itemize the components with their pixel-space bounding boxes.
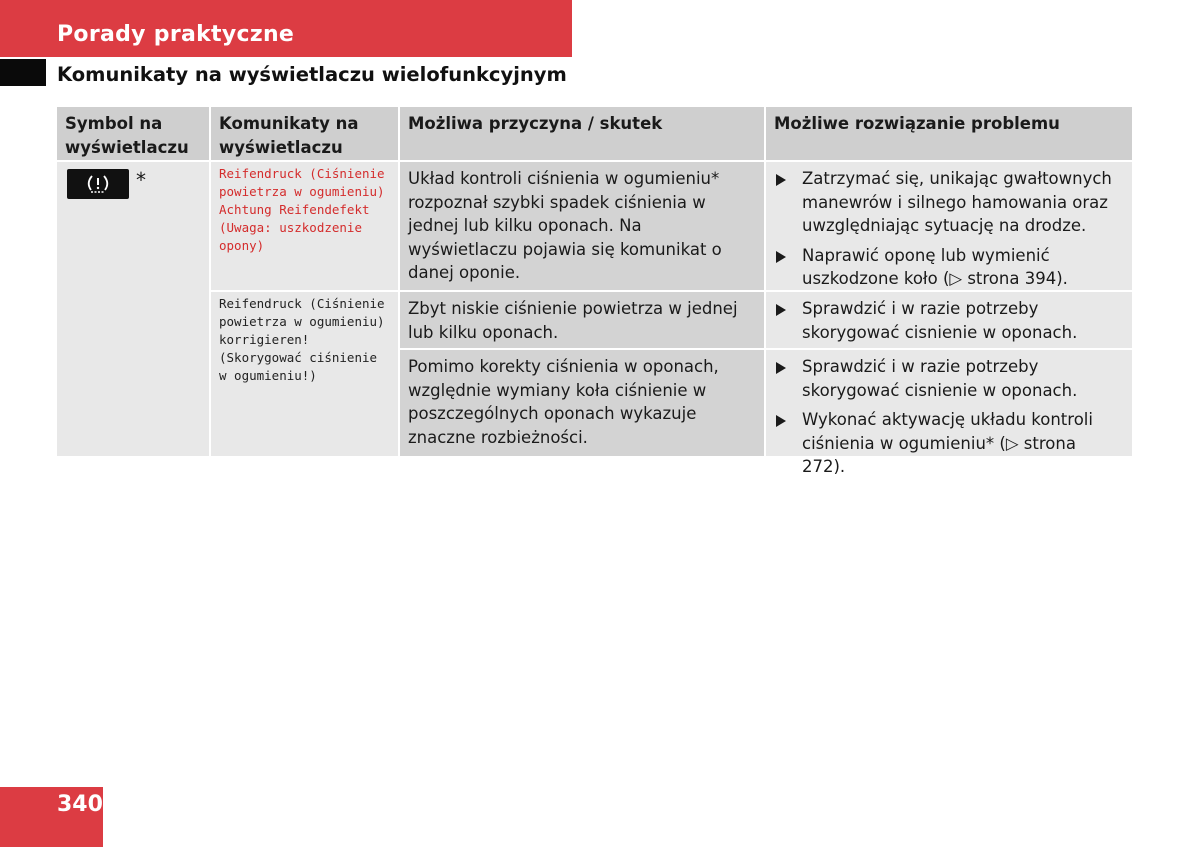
- chapter-title: Porady praktyczne: [57, 22, 295, 47]
- section-marker: [0, 59, 46, 86]
- bullet-arrow-icon: [776, 251, 786, 263]
- list-item: Sprawdzić i w razie potrzeby skorygować cisnienie w oponach.: [774, 355, 1124, 402]
- solution-cell-1: [766, 162, 1132, 290]
- bullet-arrow-icon: [776, 174, 786, 186]
- solution-cell-2: [766, 292, 1132, 348]
- solution-cell-3: [766, 350, 1132, 476]
- cause-low-pressure: Zbyt niskie ciśnienie powietrza w jednej lub kilku oponach.: [400, 292, 764, 348]
- bullet-arrow-icon: [776, 362, 786, 374]
- header-messages: Komunikaty na wyświetlaczu: [211, 107, 398, 160]
- messages-table: [57, 107, 1132, 476]
- section-title: Komunikaty na wyświetlaczu wielofunkcyjnym: [57, 63, 567, 86]
- symbol-cell: [57, 162, 209, 456]
- header-solution: Możliwe rozwiązanie problemu: [766, 107, 1132, 160]
- page-number: 340: [57, 792, 103, 817]
- cause-pressure-discrepancy: Pomimo korekty ciśnienia w oponach, względnie wymiany koła ciśnienie w poszczególnych oponach wykazuje znaczne rozbieżności.: [400, 350, 764, 456]
- display-message-tire-defect: Reifendruck (Ciśnienie powietrza w ogumieniu) Achtung Reifendefekt (Uwaga: uszkodzenie opony): [211, 162, 398, 290]
- header-cause: Możliwa przyczyna / skutek: [400, 107, 764, 160]
- display-message-correct-pressure: Reifendruck (Ciśnienie powietrza w ogumieniu) korrigieren! (Skorygować ciśnienie w ogumieniu!): [211, 292, 398, 456]
- list-item: Naprawić oponę lub wymienić uszkodzone koło (▷ strona 394).: [774, 244, 1124, 291]
- optional-equipment-asterisk: *: [136, 168, 146, 192]
- header-symbol: Symbol na wyświetlaczu: [57, 107, 209, 160]
- list-item: Wykonać aktywację układu kontroli ciśnienia w ogumieniu* (▷ strona 272).: [774, 408, 1124, 479]
- bullet-arrow-icon: [776, 304, 786, 316]
- bullet-arrow-icon: [776, 415, 786, 427]
- tire-pressure-warning-icon: [67, 169, 129, 199]
- cause-rapid-pressure-loss: Układ kontroli ciśnienia w ogumieniu* rozpoznał szybki spadek ciśnienia w jednej lub kilku oponach. Na wyświetlaczu pojawia się komunikat o danej oponie.: [400, 162, 764, 290]
- list-item: Zatrzymać się, unikając gwałtownych manewrów i silnego hamowania oraz uwzględniając sytuację na drodze.: [774, 167, 1124, 238]
- list-item: Sprawdzić i w razie potrzeby skorygować cisnienie w oponach.: [774, 297, 1124, 344]
